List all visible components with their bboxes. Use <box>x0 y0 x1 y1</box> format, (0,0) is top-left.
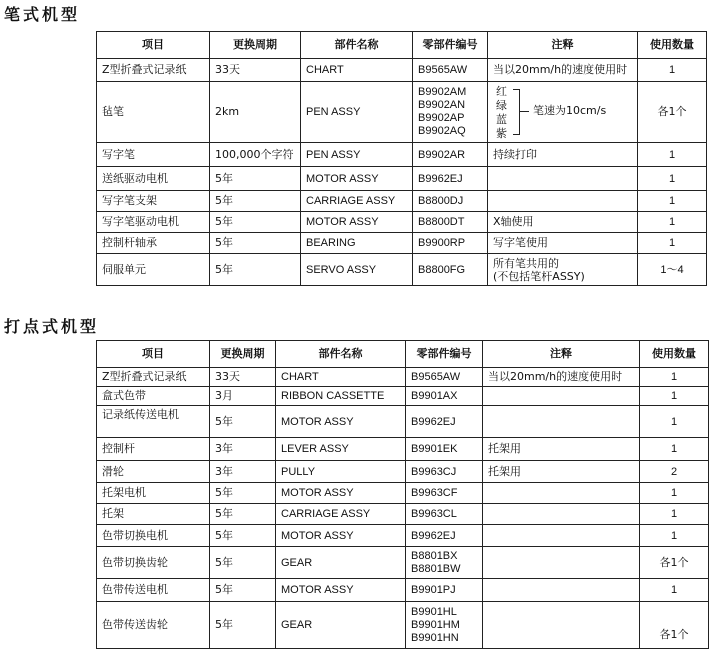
part-name-cell: CHART <box>301 59 413 82</box>
note-cell <box>488 191 638 212</box>
header-note: 注释 <box>483 341 640 368</box>
item-cell: Z型折叠式记录纸 <box>97 59 210 82</box>
note-cell <box>488 82 638 143</box>
cycle-cell: 2km <box>210 82 301 143</box>
quantity-cell: 1 <box>638 143 707 167</box>
quantity-cell: 1 <box>640 368 709 387</box>
header-item: 项目 <box>97 32 210 59</box>
cycle-cell: 33天 <box>210 368 276 387</box>
note-cell <box>488 254 638 286</box>
part-number-cell: B9962EJ <box>413 167 488 191</box>
header-cycle: 更换周期 <box>210 341 276 368</box>
quantity-cell: 1 <box>640 579 709 602</box>
header-part-number: 零部件编号 <box>413 32 488 59</box>
cycle-cell: 5年 <box>210 212 301 233</box>
part-number-cell <box>413 82 488 143</box>
part-number-cell: B9963CF <box>406 483 483 504</box>
quantity-cell: 1 <box>638 167 707 191</box>
item-cell: 写字笔 <box>97 143 210 167</box>
part-number: B9902AQ <box>418 125 466 137</box>
item-cell: 伺服单元 <box>97 254 210 286</box>
note-cell: 当以20mm/h的速度使用时 <box>488 59 638 82</box>
note-cell: 当以20mm/h的速度使用时 <box>483 368 640 387</box>
note-cell <box>483 525 640 547</box>
part-number-cell: B9962EJ <box>406 525 483 547</box>
color-label-blue: 蓝 <box>496 113 507 126</box>
item-cell: 色带传送电机 <box>97 579 210 602</box>
quantity-cell: 各1个 <box>638 82 707 143</box>
note-cell <box>483 602 640 649</box>
table-row <box>97 525 709 547</box>
part-number-cell: B9963CJ <box>406 461 483 483</box>
table-row <box>97 368 709 387</box>
color-label-red: 红 <box>496 85 507 98</box>
part-number-cell <box>406 547 483 579</box>
part-name-cell: GEAR <box>276 547 406 579</box>
pen-color-group <box>493 83 637 141</box>
table-row <box>97 254 707 286</box>
item-cell: 控制杆 <box>97 438 210 461</box>
cycle-cell: 5年 <box>210 525 276 547</box>
part-number: B9902AN <box>418 99 466 111</box>
table-row <box>97 461 709 483</box>
cycle-cell: 33天 <box>210 59 301 82</box>
part-number: B9901HM <box>411 618 460 631</box>
quantity-cell: 1～4 <box>638 254 707 286</box>
item-cell: 盒式色带 <box>97 387 210 406</box>
item-cell: 色带切换电机 <box>97 525 210 547</box>
item-cell: 送纸驱动电机 <box>97 167 210 191</box>
part-number: B8801BW <box>411 562 461 575</box>
item-cell: 记录纸传送电机 <box>97 406 210 438</box>
part-name-cell: GEAR <box>276 602 406 649</box>
cycle-cell: 5年 <box>210 547 276 579</box>
note-cell <box>483 547 640 579</box>
header-item: 项目 <box>97 341 210 368</box>
quantity-cell: 1 <box>640 438 709 461</box>
note-cell: 持续打印 <box>488 143 638 167</box>
note-cell: X轴使用 <box>488 212 638 233</box>
note-cell <box>483 579 640 602</box>
item-cell: 写字笔支架 <box>97 191 210 212</box>
cycle-cell: 100,000个字符 <box>210 143 301 167</box>
cycle-cell: 5年 <box>210 233 301 254</box>
table-row <box>97 212 707 233</box>
item-cell: 滑轮 <box>97 461 210 483</box>
part-number: B9901HN <box>411 631 459 644</box>
part-name-cell: RIBBON CASSETTE <box>276 387 406 406</box>
note-line: (不包括笔杆ASSY) <box>493 269 585 283</box>
part-name-cell: MOTOR ASSY <box>276 525 406 547</box>
part-name-cell: MOTOR ASSY <box>301 212 413 233</box>
cycle-cell: 5年 <box>210 579 276 602</box>
part-name-cell: MOTOR ASSY <box>276 579 406 602</box>
table-row <box>97 233 707 254</box>
quantity-cell: 1 <box>638 59 707 82</box>
part-number-cell: B9901AX <box>406 387 483 406</box>
quantity-cell: 2 <box>640 461 709 483</box>
part-number-cell: B9962EJ <box>406 406 483 438</box>
item-cell: 控制杆轴承 <box>97 233 210 254</box>
header-part-name: 部件名称 <box>276 341 406 368</box>
quantity-cell: 各1个 <box>640 602 709 649</box>
part-name-cell: CARRIAGE ASSY <box>301 191 413 212</box>
table-row <box>97 602 709 649</box>
table-row <box>97 547 709 579</box>
part-number-cell: B8800FG <box>413 254 488 286</box>
header-part-number: 零部件编号 <box>406 341 483 368</box>
part-name-cell: CARRIAGE ASSY <box>276 504 406 525</box>
table-row <box>97 504 709 525</box>
part-name-cell: PEN ASSY <box>301 143 413 167</box>
cycle-cell: 3年 <box>210 438 276 461</box>
cycle-cell: 3月 <box>210 387 276 406</box>
item-cell: 托架电机 <box>97 483 210 504</box>
header-quantity: 使用数量 <box>638 32 707 59</box>
note-cell <box>483 406 640 438</box>
part-name-cell: PULLY <box>276 461 406 483</box>
part-number: B9901HL <box>411 605 457 618</box>
dot-parts-table <box>96 340 709 649</box>
item-cell: Z型折叠式记录纸 <box>97 368 210 387</box>
part-name-cell: MOTOR ASSY <box>276 406 406 438</box>
cycle-cell: 5年 <box>210 167 301 191</box>
quantity-cell: 1 <box>638 212 707 233</box>
note-cell: 托架用 <box>483 438 640 461</box>
part-name-cell: PEN ASSY <box>301 82 413 143</box>
part-name-cell: BEARING <box>301 233 413 254</box>
note-cell <box>483 387 640 406</box>
part-number-cell: B9901EK <box>406 438 483 461</box>
item-cell: 写字笔驱动电机 <box>97 212 210 233</box>
table-row <box>97 82 707 143</box>
note-line: 所有笔共用的 <box>493 256 559 270</box>
cycle-cell: 5年 <box>210 406 276 438</box>
cycle-cell: 5年 <box>210 504 276 525</box>
part-name-cell: LEVER ASSY <box>276 438 406 461</box>
quantity-cell: 各1个 <box>640 547 709 579</box>
quantity-cell: 1 <box>640 525 709 547</box>
cycle-cell: 3年 <box>210 461 276 483</box>
part-number-cell: B9565AW <box>413 59 488 82</box>
bracket-stem <box>519 111 529 112</box>
cycle-cell: 5年 <box>210 483 276 504</box>
table-row <box>97 438 709 461</box>
color-label-green: 绿 <box>496 99 507 112</box>
table-row <box>97 387 709 406</box>
table-header-row <box>97 32 707 59</box>
cycle-cell: 5年 <box>210 191 301 212</box>
quantity-cell: 1 <box>638 233 707 254</box>
part-name-cell: MOTOR ASSY <box>276 483 406 504</box>
quantity-cell: 1 <box>640 483 709 504</box>
table-row <box>97 483 709 504</box>
part-number-cell: B9900RP <box>413 233 488 254</box>
table-row <box>97 59 707 82</box>
part-number-cell <box>406 602 483 649</box>
table-row <box>97 406 709 438</box>
part-name-cell: SERVO ASSY <box>301 254 413 286</box>
part-number: B9902AP <box>418 112 465 124</box>
note-cell <box>483 504 640 525</box>
quantity-cell: 1 <box>640 504 709 525</box>
pen-parts-table <box>96 31 707 286</box>
note-cell: 托架用 <box>483 461 640 483</box>
quantity-cell: 1 <box>638 191 707 212</box>
header-note: 注释 <box>488 32 638 59</box>
table-row <box>97 191 707 212</box>
table-row <box>97 579 709 602</box>
part-number-cell: B9963CL <box>406 504 483 525</box>
dot-section-title: 打点式机型 <box>4 317 100 336</box>
bracket-icon <box>513 89 520 135</box>
cycle-cell: 5年 <box>210 602 276 649</box>
pen-section-title: 笔式机型 <box>4 5 81 24</box>
pen-speed-note: 笔速为10cm/s <box>533 104 607 117</box>
part-number-cell: B8800DT <box>413 212 488 233</box>
quantity-cell: 1 <box>640 387 709 406</box>
table-row <box>97 143 707 167</box>
part-number: B9902AM <box>418 86 467 98</box>
item-cell: 色带切换齿轮 <box>97 547 210 579</box>
item-cell: 托架 <box>97 504 210 525</box>
part-name-cell: CHART <box>276 368 406 387</box>
note-cell: 写字笔使用 <box>488 233 638 254</box>
part-number-cell: B9565AW <box>406 368 483 387</box>
note-cell <box>488 167 638 191</box>
header-cycle: 更换周期 <box>210 32 301 59</box>
color-label-purple: 紫 <box>496 127 507 140</box>
table-header-row <box>97 341 709 368</box>
note-cell <box>483 483 640 504</box>
header-quantity: 使用数量 <box>640 341 709 368</box>
table-row <box>97 167 707 191</box>
part-name-cell: MOTOR ASSY <box>301 167 413 191</box>
part-number: B8801BX <box>411 549 458 562</box>
header-part-name: 部件名称 <box>301 32 413 59</box>
item-cell: 色带传送齿轮 <box>97 602 210 649</box>
part-number-cell: B9902AR <box>413 143 488 167</box>
part-number-cell: B9901PJ <box>406 579 483 602</box>
cycle-cell: 5年 <box>210 254 301 286</box>
quantity-cell: 1 <box>640 406 709 438</box>
part-number-cell: B8800DJ <box>413 191 488 212</box>
item-cell: 毡笔 <box>97 82 210 143</box>
